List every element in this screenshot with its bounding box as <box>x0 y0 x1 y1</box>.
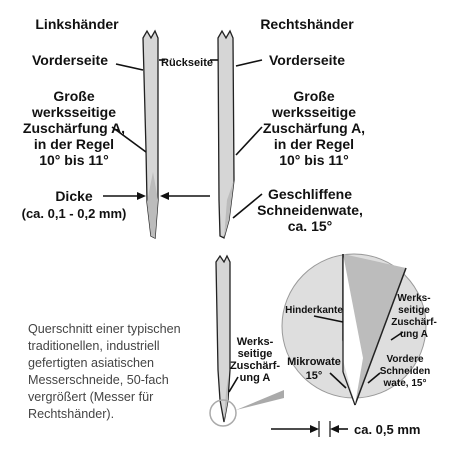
svg-text:ca. 0,5 mm: ca. 0,5 mm <box>354 422 421 437</box>
svg-text:Zuschärf-: Zuschärf- <box>229 360 281 372</box>
front-side-label-right: Vorderseite <box>269 52 345 68</box>
svg-text:werksseitige: werksseitige <box>271 104 357 120</box>
svg-text:ca. 15°: ca. 15° <box>287 218 333 234</box>
svg-text:wate, 15°: wate, 15° <box>383 378 427 389</box>
svg-text:Zuschärf-: Zuschärf- <box>391 317 437 328</box>
svg-text:15°: 15° <box>305 370 323 382</box>
caption-text: Querschnitt einer typischen traditionellen, industriell gefertigten asiatischen Messerschneide, 50-fach vergrößert (Messer für Rechtshänder). <box>28 322 181 421</box>
front-side-label-left: Vorderseite <box>32 52 108 68</box>
svg-text:Werks-: Werks- <box>397 293 431 304</box>
svg-text:10° bis 11°: 10° bis 11° <box>279 152 349 168</box>
scale-bar <box>271 421 421 437</box>
svg-text:10° bis 11°: 10° bis 11° <box>39 152 109 168</box>
svg-text:Mikrowate: Mikrowate <box>287 356 341 368</box>
bevel-label-left <box>23 88 125 168</box>
svg-text:Schneidenwate,: Schneidenwate, <box>257 202 363 218</box>
front-edge-label <box>380 354 431 389</box>
svg-text:werksseitige: werksseitige <box>31 104 117 120</box>
svg-text:Geschliffene: Geschliffene <box>267 186 353 202</box>
svg-text:(ca. 0,1 - 0,2 mm): (ca. 0,1 - 0,2 mm) <box>21 206 127 221</box>
svg-text:Schneiden: Schneiden <box>379 366 431 377</box>
left-knife-section <box>143 31 158 238</box>
svg-text:Werks-: Werks- <box>236 336 274 348</box>
svg-text:Zuschärfung A,: Zuschärfung A, <box>262 120 366 136</box>
svg-text:Große: Große <box>53 88 95 104</box>
svg-text:Zuschärfung A,: Zuschärfung A, <box>22 120 126 136</box>
left-hand-title: Linkshänder <box>35 16 119 32</box>
right-hand-title: Rechtshänder <box>260 16 354 32</box>
svg-text:ung A: ung A <box>400 329 428 340</box>
svg-text:seitige: seitige <box>237 348 273 360</box>
lower-knife-section <box>216 256 230 422</box>
magnifier-connector <box>236 390 284 410</box>
right-knife-section <box>218 31 234 238</box>
ground-edge-label <box>257 186 363 234</box>
back-side-label: Rückseite <box>161 57 213 69</box>
svg-text:Große: Große <box>293 88 335 104</box>
rear-edge-label: Hinderkante <box>285 305 343 316</box>
svg-text:ung A: ung A <box>239 372 271 384</box>
svg-text:seitige: seitige <box>398 305 430 316</box>
svg-text:in der Regel: in der Regel <box>273 136 355 152</box>
svg-text:Vordere: Vordere <box>386 354 424 365</box>
bevel-label-right <box>263 88 365 168</box>
svg-text:in der Regel: in der Regel <box>33 136 115 152</box>
thickness-label <box>22 188 127 221</box>
svg-text:Dicke: Dicke <box>55 188 93 204</box>
